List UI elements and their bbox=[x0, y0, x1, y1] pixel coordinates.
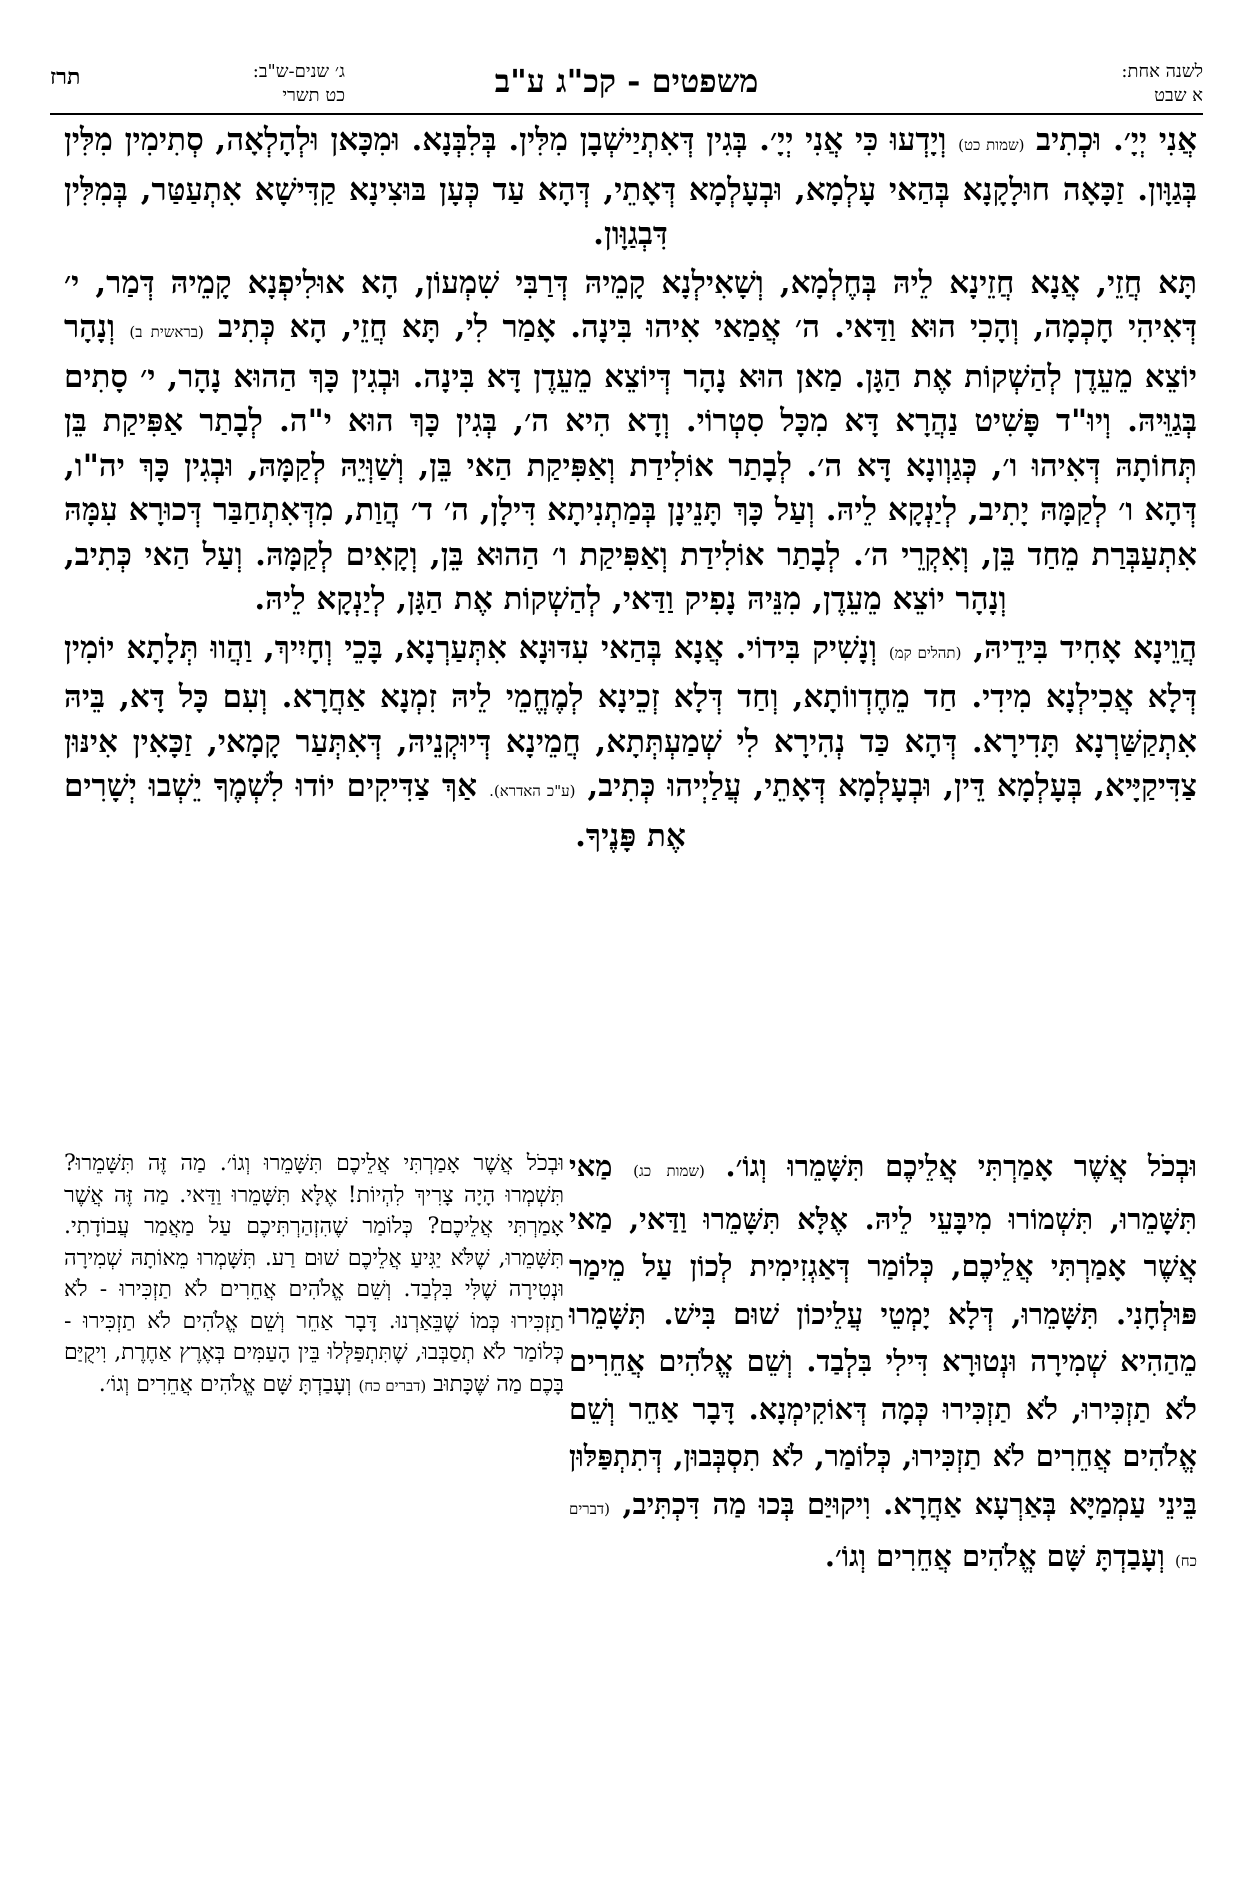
schedule-label-three-years: ג׳ שנים-ש"ב: bbox=[252, 61, 345, 82]
translation-paragraph: וּבְכֹל אֲשֶׁר אָמַרְתִּי אֲלֵיכֶם תִּשָּׁמֵרוּ וְגוֹ׳. מַה זֶּה תִּשָּׁמֵרוּ? תִּשְׁמְרוּ הָיָה צָרִיךְ לִהְיוֹת! אֶלָּא תִּשָּׁמֵרוּ וַדַּאי. מַה זֶּה אֲשֶׁר אָמַרְתִּי אֲלֵיכֶם? כְּלוֹמַר שֶׁהִזְהַרְתִּיכֶם עַל מַאֲמַר עֲבוֹדָתִי. תִּשָּׁמֵרוּ, שֶׁלֹּא יַגִּיעַ אֲלֵיכֶם שׁוּם רַע. תִּשָּׁמְרוּ מֵאוֹתָהּ שְׁמִירָה וּנְטִירָה שֶׁלִּי בִּלְבַד. וְשֵׁם אֱלֹהִים אֲחֵרִים לֹא תַזְכִּירוּ - לֹא תַזְכִּירוּ כְּמוֹ שֶׁבֵּאַרְנוּ. דָּבָר אַחֵר וְשֵׁם אֱלֹהִים לֹא תַזְכִּירוּ - כְּלוֹמַר לֹא תְסַבְּבוּ, שֶׁתִּתְפַּלְּלוּ בֵּין הָעַמִּים בְּאֶרֶץ אַחֶרֶת, וִיקֻיַּם בָּכֶם מַה שֶּׁכָּתוּב (דברים כח) וְעָבַדְתָּ שָּׁם אֱלֹהִים אֲחֵרִים וְגוֹ׳. bbox=[64, 1151, 564, 1397]
study-schedule-three-years bbox=[145, 60, 345, 108]
schedule-label-one-year: לשנה אחת: bbox=[1121, 61, 1203, 82]
source-paragraph: וּבְכֹל אֲשֶׁר אָמַרְתִּי אֲלֵיכֶם תִּשָּׁמֵרוּ וְגוֹ׳. (שמות כג) מַאי תִּשָּׁמֵרוּ, תִּשְׁמוֹרוּ מִיבָּעֵי לֵיהּ. אֶלָּא תִּשָּׁמֵרוּ וַדַּאי, מַאי אֲשֶׁר אָמַרְתִּי אֲלֵיכֶם, כְּלוֹמַר דְּאַגְזִימִית לְכוֹן עַל מֵימַר פּוּלְחָנִי. תִּשָּׁמֵרוּ, דְּלָא יָמְטֵי עֲלֵיכוֹן שׁוּם בִּישׁ. תִּשָּׁמֵרוּ מֵהַהִיא שְׁמִירָה וּנְטוּרָא דִּילִי בִּלְבַד. וְשֵׁם אֱלֹהִים אֲחֵרִים לֹא תַזְכִּירוּ, לֹא תַזְכִּירוּ כְּמָה דְּאוֹקִימְנָא. דָּבָר אַחֵר וְשֵׁם אֱלֹהִים אֲחֵרִים לֹא תַזְכִּירוּ, כְּלוֹמַר, לֹא תִסְבְּבוּן, דְּתִתְפַּלּוּן בֵּינֵי עַמְמַיָּא בְּאַרְעָא אַחֲרָא. וִיקוּיַּם בְּכוּ מַה דִּכְתִּיב, (דברים כח) וְעָבַדְתָּ שָּׁם אֱלֹהִים אֲחֵרִים וְגוֹ׳. bbox=[569, 1149, 1197, 1573]
main-paragraph-3: הֲוֵינָא אָחִיד בִּידֵיהּ, (תהלים קמ) וְנָשִׁיק בִּידוֹי. אֲנָא בְּהַאי עִדּוּנָא אִתְּעַרְנָא, בָּכֵי וְחָיִיךְ, וַהֲווּ תְּלָתָא יוֹמִין דְּלָא אֲכִילְנָא מִידִי. חַד מֵחֶדְווֹתָא, וְחַד דְּלָא זְכֵינָא לְמֶחֱמֵי לֵיהּ זִמְנָא אַחֲרָא. וְעִם כָּל דָּא, בֵּיהּ אִתְקַשַּׁרְנָא תָּדִירָא. דְּהָא כַּד נְהִירָא לִי שְׁמַעְתְּתָא, חֲמֵינָא דְּיוּקְנֵיהּ, דְּאִתְּעַר קָמָאי, זַכָּאִין אִינּוּן צַדִּיקַיָּיא, בְּעָלְמָא דֵּין, וּבְעָלְמָא דְּאָתֵי, עֲלַיְיהוּ כְּתִיב, (ע"כ האדרא). אַךְ צַדִּיקִים יוֹדוּ לִשְׁמֶךָ יֵשְׁבוּ יְשָׁרִים אֶת פָּנֶיךָ. bbox=[64, 629, 1198, 854]
study-schedule-one-year bbox=[943, 60, 1203, 108]
page-title: משפטים - קכ"ג ע"ב bbox=[494, 62, 759, 100]
schedule-date-one-year: א שבט bbox=[1154, 85, 1203, 106]
citation: (דברים כח) bbox=[358, 1376, 427, 1395]
main-paragraph-2: תָּא חֲזֵי, אֲנָא חֲזֵינָא לֵיהּ בְּחֶלְמָא, וְשָׁאִילְנָא קָמֵיהּ דְּרַבִּי שִׁמְעוֹן, הָא אוּלִיפְנָא קָמֵיהּ דְּמַר, י׳ דְּאִיהִי חָכְמָה, וְהָכִי הוּא וַדַּאי. ה׳ אֲמַאי אִיהוּ בִּינָה. אָמַר לִי, תָּא חֲזֵי, הָא כְּתִיב (בראשית ב) וְנָהָר יוֹצֵא מֵעֵדֶן לְהַשְׁקוֹת אֶת הַגָּן. מַאן הוּא נָהָר דְּיוֹצֵא מֵעֵדֶן דָּא בִּינָה. וּבְגִין כָּךְ הַהוּא נָהָר, י׳ סָתִים בְּגַוֵּיהּ. וְיוּ"ד פָּשִׁיט נַהֲרָא דָּא מִכָּל סִטְרוֹי. וְדָא הִיא ה׳, בְּגִין כָּךְ הוּא י"ה. לְבָתַר אַפִּיקַת בֵּן תְּחוֹתָהּ דְּאִיהוּ ו׳, כְּגַוְונָא דָּא ה׳. לְבָתַר אוֹלִידַת וְאַפִּיקַת הַאי בֵּן, וְשַׁוְּיֵהּ לְקַמָּהּ, וּבְגִין כָּךְ יה"ו, דְּהָא ו׳ לְקַמָּהּ יָתִיב, לְיַנְקָא לֵיהּ. וְעַל כָּךְ תָּנֵינָן בְּמַתְנִיתָא דִּילָן, ה׳ ד׳ הֲוַת, מִדְּאִתְחַבַּר דְּכוּרָא עִמָּהּ אִתְעַבְּרַת מֵחַד בֵּן, וְאִקְרֵי ה׳. לְבָתַר אוֹלִידַת וְאַפִּיקַת ו׳ הַהוּא בֵּן, וְקָאִים לְקַמָּהּ. וְעַל הַאי כְּתִיב, וְנָהָר יוֹצֵא מֵעֵדֶן, מִנֵּיהּ נָפִיק וַדַּאי, לְהַשְׁקוֹת אֶת הַגָּן, לְיַנְקָא לֵיהּ. bbox=[64, 264, 1198, 617]
main-text bbox=[64, 118, 1197, 867]
header-rule bbox=[50, 113, 1203, 115]
page-header bbox=[50, 60, 1203, 112]
citation: (שמות כט) bbox=[958, 136, 1025, 154]
citation: (שמות כג) bbox=[633, 1162, 705, 1180]
citation: (בראשית ב) bbox=[129, 323, 204, 341]
citation: (דברים כח) bbox=[569, 1499, 1197, 1570]
schedule-date-three-years: כט תשרי bbox=[282, 85, 345, 106]
main-paragraph-1: אֲנִי יְיָ׳. וּכְתִיב (שמות כט) וְיָדְעוּ כִּי אֲנִי יְיָ׳. בְּגִין דְּאִתְיַישְׁבָן מִלִּין. בְּלִבְּנָא. וּמִכָּאן וּלְהָלְאָה, סְתִימִין מִלִּין בְּגַוָּון. זַכָּאָה חוּלָקָנָא בְּהַאי עָלְמָא, וּבְעָלְמָא דְּאָתֵי, דְּהָא עַד כְּעָן בּוּצִינָא קַדִּישָׁא אִתְעַטַּר, בְּמִלִּין דִּבְגַוָּון. bbox=[64, 122, 1198, 252]
source-text-column bbox=[569, 1143, 1197, 1586]
citation: (ע"כ האדרא). bbox=[489, 782, 576, 800]
citation: (תהלים קמ) bbox=[888, 643, 962, 662]
page-number: תרז bbox=[50, 64, 81, 90]
translation-column bbox=[64, 1148, 564, 1402]
